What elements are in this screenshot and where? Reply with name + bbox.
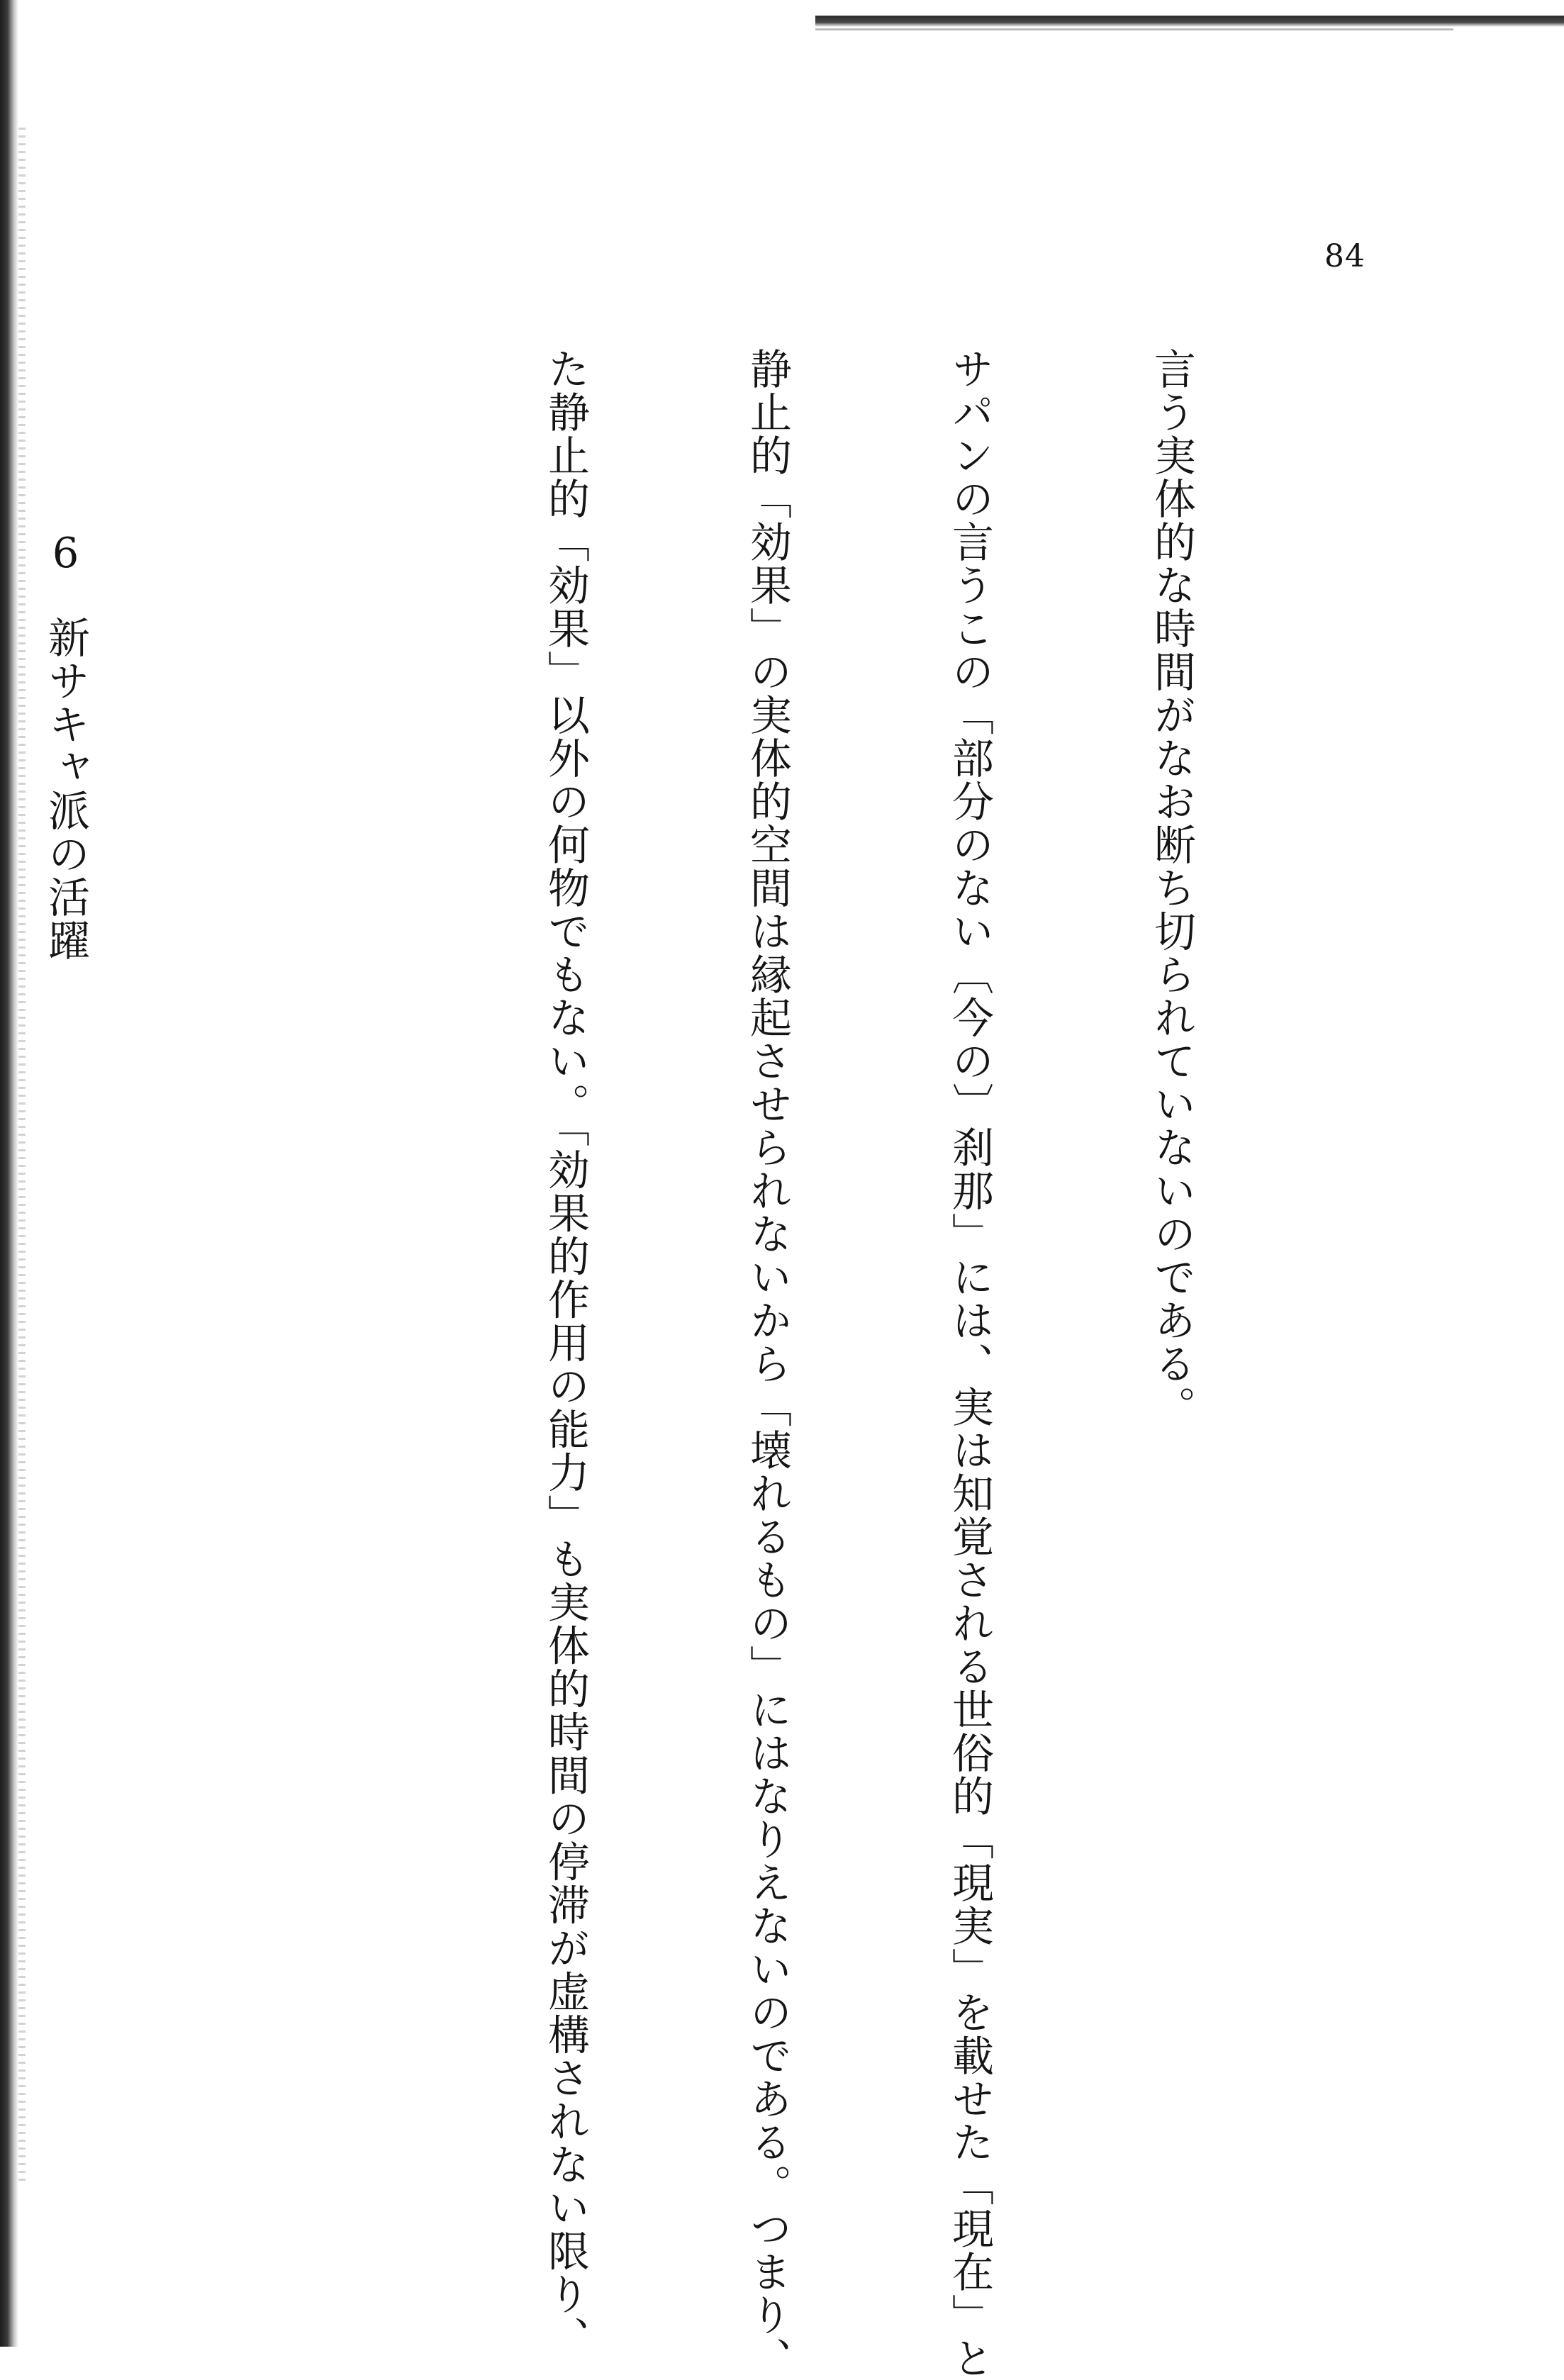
page-number: 84	[1324, 238, 1365, 274]
section-heading	[32, 347, 99, 2120]
section-title: 新サキャ派の活躍	[41, 616, 90, 962]
text-line: 言う実体的な時間がなお断ち切られていないのである。	[1147, 347, 1196, 1429]
text-line: 静止的「効果」の実体的空間は縁起させられないから「壊れるもの」にはなりえないのである。つまり、	[743, 347, 792, 2380]
section-number: 6	[52, 532, 79, 574]
scan-top-edge-shadow	[815, 28, 1453, 30]
vertical-text-body	[41, 347, 1340, 2380]
text-line: サパンの言うこの「部分のない〔今の〕刹那」には、実は知覚される世俗的「現実」を載せた「現在」と	[945, 347, 994, 2380]
text-line: た静止的「効果」以外の何物でもない。「効果的作用の能力」も実体的時間の停滞が虚構されない限り、	[541, 347, 590, 2359]
section-gap	[301, 347, 330, 2120]
scan-top-edge	[815, 16, 1564, 27]
